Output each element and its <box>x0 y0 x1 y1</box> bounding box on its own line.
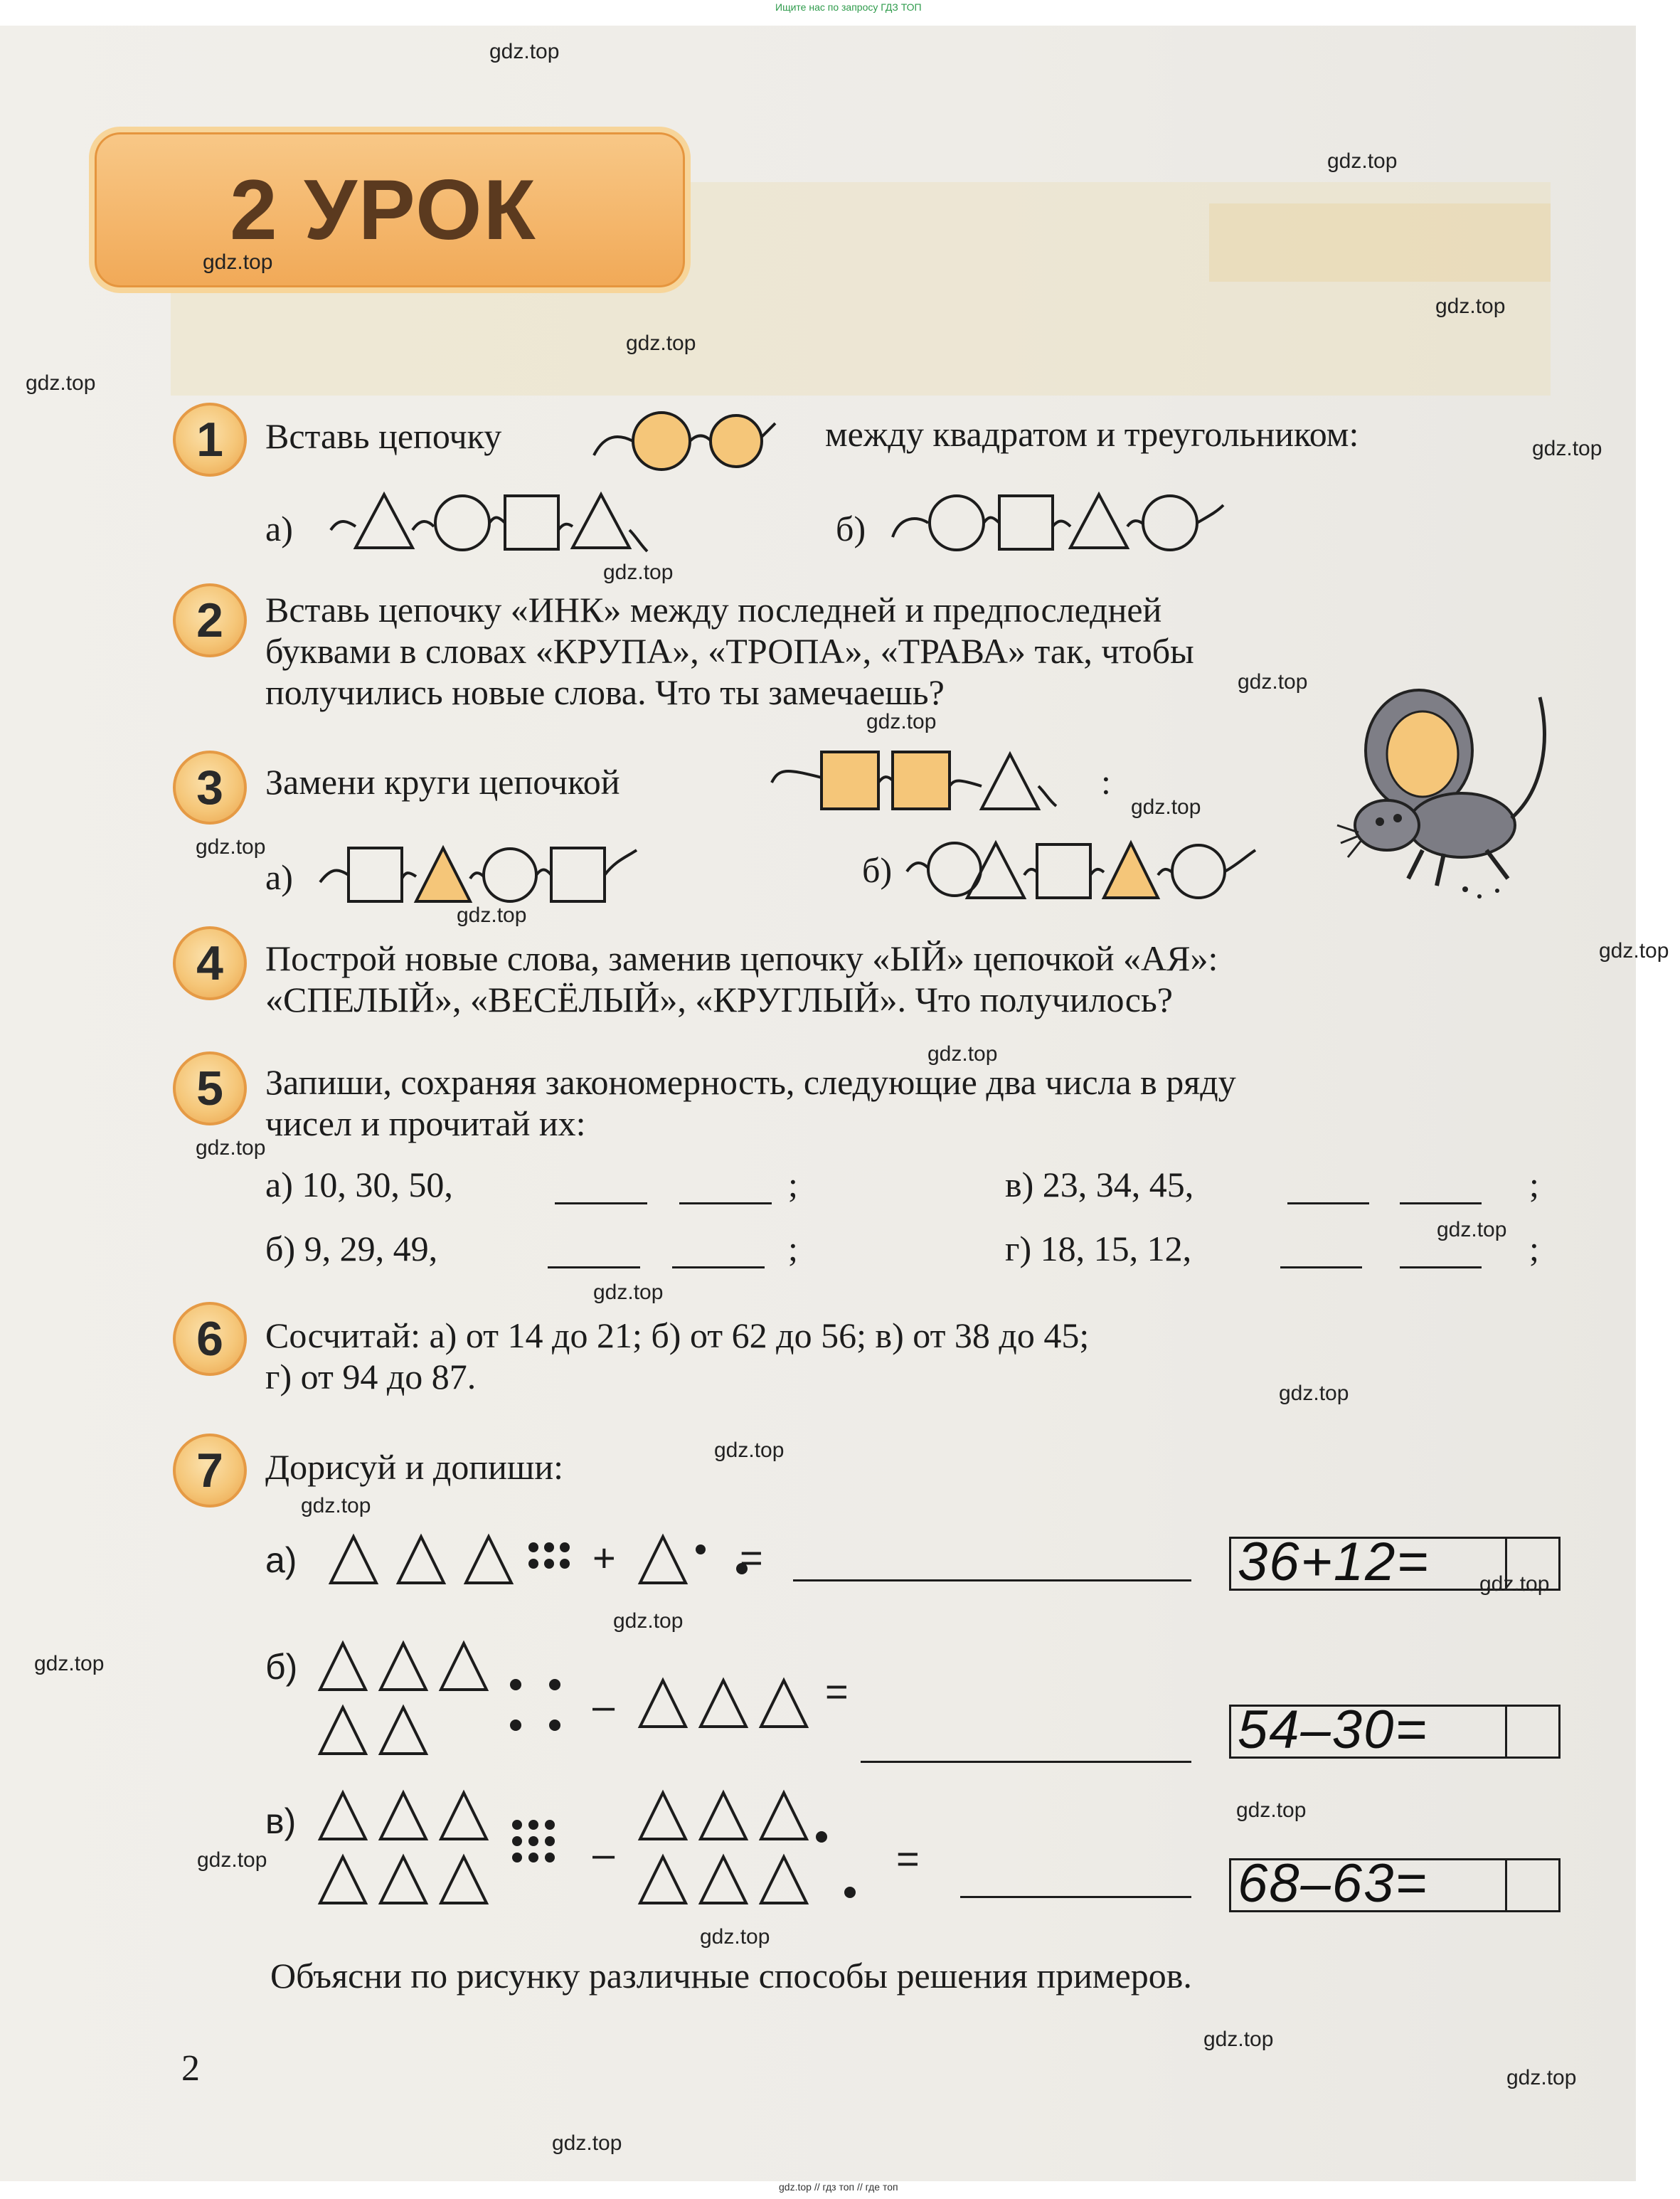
triangles-minus-7b-icon <box>637 1673 822 1730</box>
watermark: gdz.top <box>927 1042 998 1066</box>
task-number-3: 3 <box>173 751 247 825</box>
chain-two-circles-icon <box>590 406 775 470</box>
watermark: gdz.top <box>1203 2028 1274 2051</box>
task-2-line-2: буквами в словах «КРУПА», «ТРОПА», «ТРАВА» так, чтобы <box>265 631 1194 671</box>
answer-line-7b[interactable] <box>861 1761 1191 1763</box>
task-2-line-1: Вставь цепочку «ИНК» между последней и предпоследней <box>265 590 1162 630</box>
task-3-colon: : <box>1101 762 1111 802</box>
answer-text-7c: 68–63= <box>1238 1853 1428 1914</box>
task-3-label-a: а) <box>265 857 293 897</box>
answer-line-b2[interactable] <box>672 1266 765 1268</box>
lesson-title: 2 УРОК <box>230 162 537 258</box>
watermark: gdz.top <box>1279 1382 1349 1405</box>
chain-1b-icon <box>889 487 1230 558</box>
bleed-through-title <box>1209 203 1551 282</box>
triangles-7b-icon <box>317 1636 558 1764</box>
watermark: gdz.top <box>301 1494 371 1517</box>
watermark: gdz.top <box>457 904 527 927</box>
lesson-banner <box>89 127 691 293</box>
task-3-text: Замени круги цепочкой <box>265 762 620 802</box>
header-note: Ищите нас по запросу ГДЗ ТОП <box>775 1 922 13</box>
watermark: gdz.top <box>196 835 266 859</box>
task-5-separator-a: ; <box>788 1165 798 1204</box>
task-1-label-a: а) <box>265 509 293 549</box>
task-number-7: 7 <box>173 1434 247 1507</box>
watermark: gdz.top <box>1437 1218 1507 1241</box>
answer-text-7b: 54–30= <box>1238 1700 1428 1760</box>
task-5-row-a: а) 10, 30, 50, <box>265 1165 453 1204</box>
task-7-label-a: а) <box>265 1540 297 1580</box>
task-5-row-d: г) 18, 15, 12, <box>1005 1229 1192 1268</box>
task-1-text: Вставь цепочку <box>265 416 502 456</box>
task-5-row-c: в) 23, 34, 45, <box>1005 1165 1194 1204</box>
task-number-6: 6 <box>173 1302 247 1376</box>
task-6-line-2: г) от 94 до 87. <box>265 1357 477 1397</box>
answer-line-a2[interactable] <box>679 1202 772 1204</box>
task-5-line-1: Запиши, сохраняя закономерность, следующие два числа в ряду <box>265 1062 1236 1102</box>
watermark: gdz.top <box>1435 295 1506 318</box>
watermark: gdz.top <box>489 40 560 63</box>
answer-line-b1[interactable] <box>548 1266 640 1268</box>
watermark: gdz.top <box>613 1609 684 1633</box>
task-7b-equals: = <box>825 1669 849 1714</box>
watermark: gdz.top <box>1599 939 1669 963</box>
answer-line-d2[interactable] <box>1400 1266 1482 1268</box>
answer-line-c1[interactable] <box>1287 1202 1369 1204</box>
task-5-line-2: чисел и прочитай их: <box>265 1103 586 1143</box>
watermark: gdz.top <box>203 250 273 274</box>
answer-line-c2[interactable] <box>1400 1202 1482 1204</box>
footer-note: gdz.top // гдз топ // где топ <box>779 2181 898 2193</box>
watermark: gdz.top <box>603 561 674 584</box>
watermark: gdz.top <box>1236 1798 1307 1822</box>
watermark: gdz.top <box>197 1848 267 1872</box>
task-number-4: 4 <box>173 926 247 1000</box>
chain-3a-icon <box>317 839 686 904</box>
triangles-7c-icon <box>317 1786 573 1914</box>
task-6-line-1: Сосчитай: а) от 14 до 21; б) от 62 до 56; в) от 38 до 45; <box>265 1315 1090 1355</box>
answer-line-d1[interactable] <box>1280 1266 1362 1268</box>
watermark: gdz.top <box>1532 437 1602 460</box>
answer-text-7a: 36+12= <box>1238 1532 1430 1592</box>
task-7-label-c: в) <box>265 1801 297 1841</box>
task-7a-plus: + <box>592 1535 616 1580</box>
task-7a-equals: = <box>740 1535 763 1580</box>
mouse-illustration-icon <box>1337 683 1565 911</box>
watermark: gdz.top <box>626 332 696 355</box>
watermark: gdz.top <box>1238 670 1308 694</box>
watermark: gdz.top <box>196 1136 266 1160</box>
answer-line-7a[interactable] <box>793 1579 1191 1581</box>
watermark: gdz.top <box>1131 795 1201 819</box>
watermark: gdz.top <box>593 1281 664 1304</box>
task-7c-equals: = <box>896 1836 920 1881</box>
task-5-separator-d: ; <box>1529 1229 1539 1268</box>
chain-1a-icon <box>327 487 647 558</box>
watermark: gdz.top <box>26 371 96 395</box>
task-7b-minus: – <box>592 1683 615 1728</box>
watermark: gdz.top <box>700 1925 770 1949</box>
task-1-text-2: между квадратом и треугольником: <box>825 414 1359 454</box>
task-3-label-b: б) <box>862 850 893 890</box>
explain-text: Объясни по рисунку различные способы решения примеров. <box>270 1956 1192 1996</box>
watermark: gdz.top <box>552 2131 622 2155</box>
watermark: gdz.top <box>1479 1572 1550 1596</box>
watermark: gdz.top <box>34 1652 105 1675</box>
watermark: gdz.top <box>714 1438 785 1462</box>
task-number-2: 2 <box>173 583 247 657</box>
task-7-text: Дорисуй и допиши: <box>265 1447 564 1487</box>
watermark: gdz.top <box>1327 149 1398 173</box>
task-number-5: 5 <box>173 1051 247 1125</box>
task-5-separator-b: ; <box>788 1229 798 1268</box>
page-number: 2 <box>181 2048 200 2089</box>
triangles-7a-icon <box>327 1530 569 1586</box>
task-7c-minus: – <box>592 1831 615 1876</box>
chain-squares-triangle-icon <box>768 743 1067 815</box>
answer-line-a1[interactable] <box>555 1202 647 1204</box>
task-1-label-b: б) <box>836 509 866 549</box>
watermark: gdz.top <box>866 710 937 733</box>
task-7-label-b: б) <box>265 1647 298 1687</box>
triangles-minus-7c-icon <box>637 1786 878 1914</box>
watermark: gdz.top <box>1506 2066 1577 2089</box>
chain-3b-icon <box>903 832 1273 900</box>
task-5-separator-c: ; <box>1529 1165 1539 1204</box>
task-number-1: 1 <box>173 403 247 477</box>
task-5-row-b: б) 9, 29, 49, <box>265 1229 438 1268</box>
task-4-line-1: Построй новые слова, заменив цепочку «ЫЙ» цепочкой «АЯ»: <box>265 938 1218 978</box>
answer-line-7c[interactable] <box>960 1896 1191 1898</box>
task-4-line-2: «СПЕЛЫЙ», «ВЕСЁЛЫЙ», «КРУГЛЫЙ». Что получилось? <box>265 980 1173 1019</box>
task-2-line-3: получились новые слова. Что ты замечаешь? <box>265 672 945 712</box>
